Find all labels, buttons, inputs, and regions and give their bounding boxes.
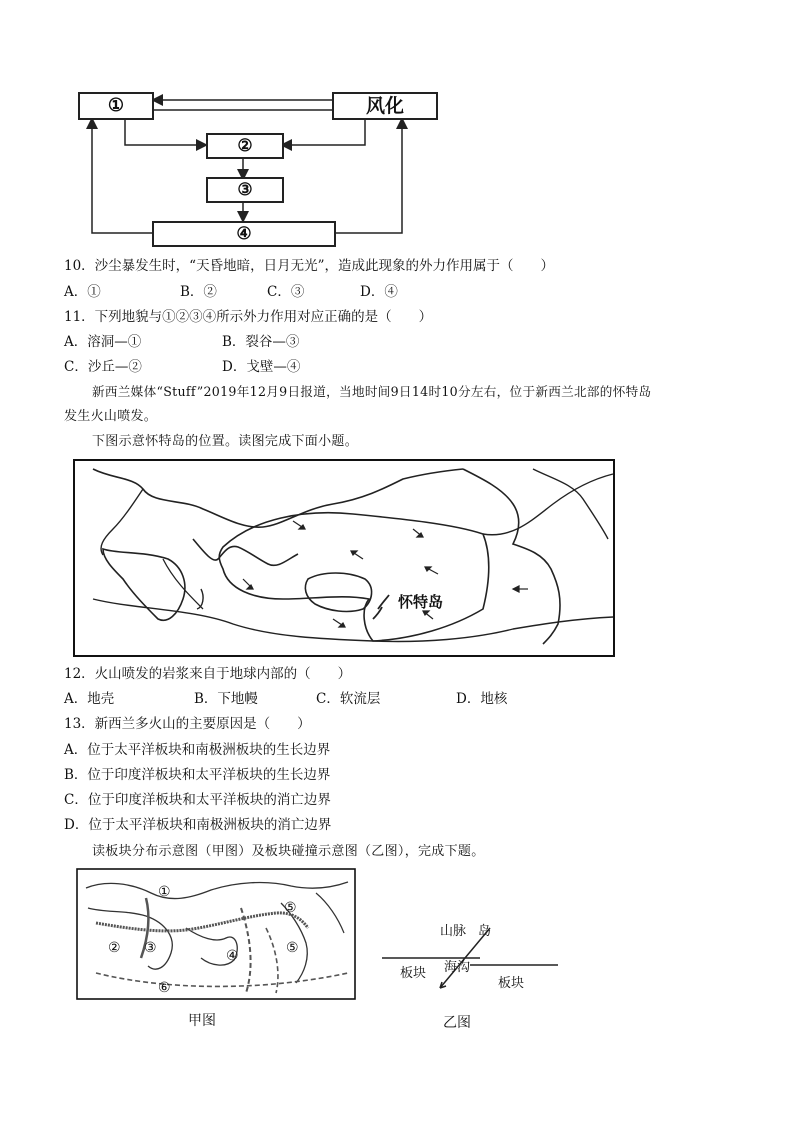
flow-box-3-label: ③ <box>237 180 253 200</box>
diagram2-mountain-label: 山脉 <box>440 924 467 939</box>
diagram2-island-label: 岛 <box>478 924 492 939</box>
plate-collision-diagram <box>380 918 560 1008</box>
q10-option-b: B．② <box>180 284 217 300</box>
flow-box-1 <box>78 92 154 120</box>
q10-option-c: C．③ <box>267 284 305 300</box>
flow-box-2 <box>206 133 284 159</box>
world-plate-map-svg <box>73 459 615 657</box>
flow-box-4-label: ④ <box>236 224 252 244</box>
diagram2-caption: 乙图 <box>443 1015 471 1031</box>
q10-option-a: A．① <box>64 284 101 300</box>
diagram2-trench-label: 海沟 <box>444 960 471 975</box>
q11-stem: 11．下列地貌与①②③④所示外力作用对应正确的是（ ） <box>64 309 433 325</box>
q13-stem: 13．新西兰多火山的主要原因是（ ） <box>64 716 311 732</box>
q11-option-b: B．裂谷—③ <box>222 334 300 350</box>
map2-number-2: ② <box>108 940 121 956</box>
q12-option-c: C．软流层 <box>316 691 381 707</box>
world-plate-map <box>73 459 615 657</box>
q12-stem: 12．火山喷发的岩浆来自于地球内部的（ ） <box>64 666 352 682</box>
plate-distribution-map-svg <box>76 868 356 1000</box>
q10-stem: 10．沙尘暴发生时，“天昏地暗，日月无光”，造成此现象的外力作用属于（ ） <box>64 258 554 274</box>
q12-option-d: D．地核 <box>456 691 508 707</box>
map2-number-3: ③ <box>144 940 157 956</box>
map2-number-6: ⑥ <box>158 980 171 996</box>
flow-box-3 <box>206 177 284 203</box>
q13-option-b: B．位于印度洋板块和太平洋板块的生长边界 <box>64 767 331 783</box>
intro-line-3: 下图示意怀特岛的位置。读图完成下面小题。 <box>92 434 359 449</box>
q12-option-a: A．地壳 <box>64 691 115 707</box>
q13-option-d: D．位于太平洋板块和南极洲板块的消亡边界 <box>64 817 332 833</box>
flow-box-1-label: ① <box>107 95 125 116</box>
white-island-label: 怀特岛 <box>398 593 444 611</box>
q12-option-b: B．下地幔 <box>194 691 258 707</box>
diagram2-plate-right-label: 板块 <box>498 976 525 991</box>
q13-option-c: C．位于印度洋板块和太平洋板块的消亡边界 <box>64 792 331 808</box>
q11-option-c: C．沙丘—② <box>64 359 142 375</box>
map2-caption: 甲图 <box>188 1013 216 1029</box>
diagram2-plate-left-label: 板块 <box>400 966 427 981</box>
flow-box-2-label: ② <box>237 136 253 156</box>
flow-box-weathering-label: 风化 <box>365 95 404 117</box>
map2-number-1: ① <box>158 884 171 900</box>
q11-option-d: D．戈壁—④ <box>222 359 301 375</box>
intro-line-2: 发生火山喷发。 <box>64 409 158 424</box>
flow-box-weathering <box>332 92 438 120</box>
map2-number-5a: ⑤ <box>284 900 297 916</box>
q13-option-a: A．位于太平洋板块和南极洲板块的生长边界 <box>64 742 331 758</box>
map2-number-4: ④ <box>226 948 239 964</box>
intro-2: 读板块分布示意图（甲图）及板块碰撞示意图（乙图），完成下题。 <box>92 844 485 859</box>
map2-number-5b: ⑤ <box>286 940 299 956</box>
flow-arrows <box>0 0 794 260</box>
plate-distribution-map <box>76 868 356 1000</box>
q10-option-d: D．④ <box>360 284 398 300</box>
flow-box-4 <box>152 221 336 247</box>
q11-option-a: A．溶洞—① <box>64 334 142 350</box>
intro-line-1: 新西兰媒体“Stuff”2019年12月9日报道，当地时间9日14时10分左右，位于新西兰北部的怀特岛 <box>92 384 652 399</box>
